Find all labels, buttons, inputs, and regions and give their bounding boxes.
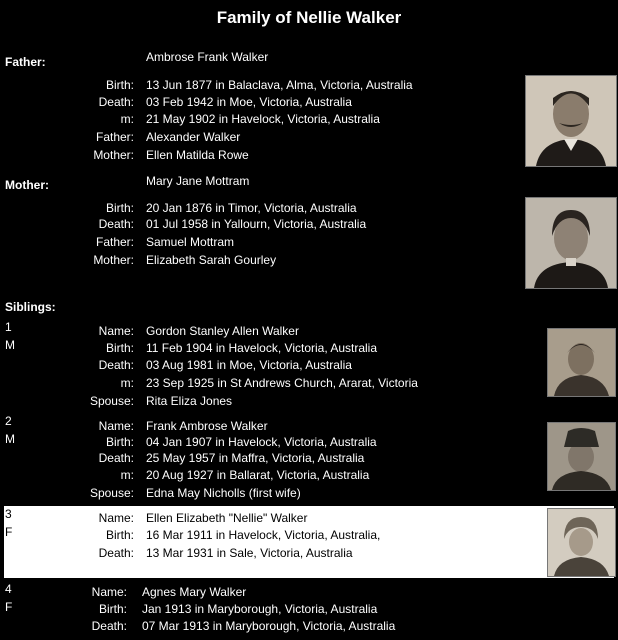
row-value: 03 Aug 1981 in Moe, Victoria, Australia bbox=[146, 358, 352, 372]
row-label: m: bbox=[120, 112, 134, 126]
row-value: 11 Feb 1904 in Havelock, Victoria, Australia bbox=[146, 341, 378, 355]
row-label: Death: bbox=[98, 217, 134, 231]
sibling-2-photo bbox=[547, 422, 616, 491]
mother-photo bbox=[525, 197, 617, 289]
row-label: Birth: bbox=[105, 78, 134, 92]
row-value: Samuel Mottram bbox=[146, 235, 235, 249]
father-section-label: Father: bbox=[5, 55, 46, 69]
row-label: Death: bbox=[98, 358, 134, 372]
row-value: 04 Jan 1907 in Havelock, Victoria, Australia bbox=[146, 435, 377, 449]
row-label: m: bbox=[120, 376, 134, 390]
row-value: 01 Jul 1958 in Yallourn, Victoria, Australia bbox=[146, 217, 367, 231]
row-value: 25 May 1957 in Maffra, Victoria, Australia bbox=[146, 451, 365, 465]
page-title: Family of Nellie Walker bbox=[216, 8, 402, 27]
row-value: Alexander Walker bbox=[146, 130, 241, 144]
siblings-section-label: Siblings: bbox=[5, 300, 56, 314]
row-label: Name: bbox=[91, 585, 127, 599]
row-value: Gordon Stanley Allen Walker bbox=[146, 324, 299, 338]
row-label: Spouse: bbox=[89, 486, 134, 500]
row-value: Rita Eliza Jones bbox=[146, 394, 233, 408]
row-value: Ellen Matilda Rowe bbox=[146, 148, 249, 162]
father-name: Ambrose Frank Walker bbox=[146, 50, 269, 64]
sibling-number: 3 bbox=[5, 507, 12, 521]
row-value: Agnes Mary Walker bbox=[142, 585, 247, 599]
row-value: Elizabeth Sarah Gourley bbox=[146, 253, 277, 267]
row-value: Frank Ambrose Walker bbox=[146, 419, 268, 433]
row-value: 16 Mar 1911 in Havelock, Victoria, Australia, bbox=[146, 528, 381, 542]
row-label: Death: bbox=[98, 95, 134, 109]
sibling-sex: M bbox=[5, 338, 15, 352]
row-value: 03 Feb 1942 in Moe, Victoria, Australia bbox=[146, 95, 352, 109]
row-label: Death: bbox=[91, 619, 127, 633]
row-label: Mother: bbox=[93, 253, 134, 267]
row-value: 21 May 1902 in Havelock, Victoria, Australia bbox=[146, 112, 380, 126]
row-value: 13 Jun 1877 in Balaclava, Alma, Victoria, Australia bbox=[146, 78, 413, 92]
sibling-3-photo bbox=[547, 508, 616, 577]
row-label: Name: bbox=[98, 324, 134, 338]
sibling-number: 4 bbox=[5, 582, 12, 596]
row-label: Birth: bbox=[105, 528, 134, 542]
row-value: 20 Aug 1927 in Ballarat, Victoria, Australia bbox=[146, 468, 370, 482]
row-label: Name: bbox=[98, 419, 134, 433]
row-label: Name: bbox=[98, 511, 134, 525]
row-label: m: bbox=[120, 468, 134, 482]
sibling-number: 1 bbox=[5, 320, 12, 334]
row-value: 23 Sep 1925 in St Andrews Church, Ararat, Victoria bbox=[146, 376, 418, 390]
row-value: Jan 1913 in Maryborough, Victoria, Australia bbox=[142, 602, 378, 616]
row-label: Spouse: bbox=[89, 394, 134, 408]
row-value: 07 Mar 1913 in Maryborough, Victoria, Australia bbox=[142, 619, 396, 633]
row-label: Death: bbox=[98, 451, 134, 465]
row-value: Ellen Elizabeth "Nellie" Walker bbox=[146, 511, 308, 525]
row-value: Edna May Nicholls (first wife) bbox=[146, 486, 301, 500]
row-value: 13 Mar 1931 in Sale, Victoria, Australia bbox=[146, 546, 353, 560]
row-label: Birth: bbox=[105, 201, 134, 215]
row-label: Father: bbox=[95, 130, 134, 144]
row-label: Birth: bbox=[98, 602, 127, 616]
sibling-number: 2 bbox=[5, 414, 12, 428]
row-label: Death: bbox=[98, 546, 134, 560]
mother-section-label: Mother: bbox=[5, 178, 49, 192]
row-value: 20 Jan 1876 in Timor, Victoria, Australia bbox=[146, 201, 357, 215]
father-photo bbox=[525, 75, 617, 167]
sibling-sex: F bbox=[5, 600, 13, 614]
sibling-1-photo bbox=[547, 328, 616, 397]
row-label: Birth: bbox=[105, 435, 134, 449]
mother-name: Mary Jane Mottram bbox=[146, 174, 250, 188]
row-label: Birth: bbox=[105, 341, 134, 355]
sibling-sex: F bbox=[5, 525, 13, 539]
sibling-sex: M bbox=[5, 432, 15, 446]
row-label: Father: bbox=[95, 235, 134, 249]
row-label: Mother: bbox=[93, 148, 134, 162]
